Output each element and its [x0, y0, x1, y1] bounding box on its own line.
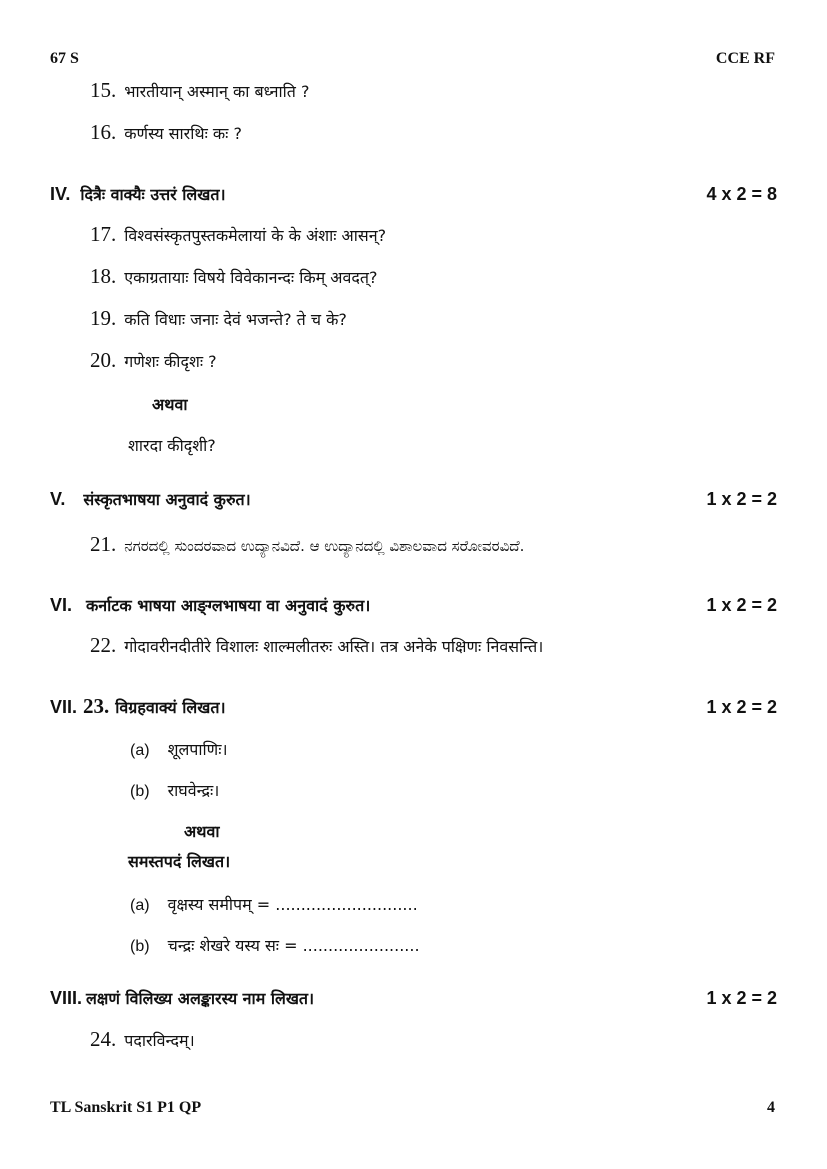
question-text: कर्णस्य सारथिः कः ?: [124, 124, 242, 143]
question-number: 15.: [90, 78, 117, 102]
question-17: [90, 222, 386, 247]
section-number: VIII.: [50, 988, 83, 1008]
question-text: गोदावरीनदीतीरे विशालः शाल्मलीतरुः अस्ति। तत्र अनेके पक्षिणः निवसन्ति।: [124, 637, 544, 656]
question-text: विश्वसंस्कृतपुस्तकमेलायां के के अंशाः आसन्?: [124, 226, 387, 245]
question-number: 22.: [90, 633, 117, 657]
section-title: संस्कृतभाषया अनुवादं कुरुत।: [83, 490, 251, 509]
section-iv-heading: [50, 183, 226, 205]
section-vii-marks: 1 x 2 = 2: [706, 697, 777, 717]
alternate-sub-question-b: [130, 934, 420, 956]
alternate-instruction: समस्तपदं लिखत।: [128, 852, 231, 871]
section-title: लक्षणं विलिख्य अलङ्कारस्य नाम लिखत।: [86, 989, 315, 1008]
paper-code: CCE RF: [715, 50, 775, 67]
question-number: 17.: [90, 222, 117, 246]
section-vii-heading: [50, 694, 226, 719]
section-viii-marks: 1 x 2 = 2: [706, 988, 777, 1008]
sub-question-b: [130, 779, 219, 801]
question-number: 21.: [90, 532, 117, 556]
section-number: VII.: [50, 697, 78, 717]
question-text: भारतीयान् अस्मान् का बध्नाति ?: [124, 82, 310, 101]
question-19: [90, 306, 347, 331]
section-v-marks: 1 x 2 = 2: [706, 489, 777, 509]
question-text: एकाग्रतायाः विषये विवेकानन्दः किम् अवदत्?: [124, 268, 378, 287]
sub-question-label: (a): [130, 742, 150, 759]
sub-question-a: [130, 738, 228, 760]
sub-question-text: चन्द्रः शेखरे यस्य सः = .......................: [167, 936, 420, 955]
section-vi-heading: [50, 594, 370, 616]
sub-question-label: (b): [130, 783, 150, 800]
page-number: 4: [767, 1099, 775, 1116]
question-text: ನಗರದಲ್ಲಿ ಸುಂದರವಾದ ಉದ್ಯಾನವಿದೆ. ಆ ಉದ್ಯಾನದಲ್ಲಿ ವಿಶಾಲವಾದ ಸರೋವರವಿದೆ.: [124, 537, 525, 555]
question-number: 16.: [90, 120, 117, 144]
sub-question-text: राघवेन्द्रः।: [167, 781, 220, 800]
question-24: [90, 1027, 195, 1052]
or-label: अथवा: [184, 822, 220, 841]
alternate-sub-question-a: [130, 893, 418, 915]
sub-question-text: वृक्षस्य समीपम् = ............................: [167, 895, 418, 914]
page-code: 67 S: [50, 50, 79, 67]
question-18: [90, 264, 378, 289]
section-number: V.: [50, 489, 66, 509]
section-number: VI.: [50, 595, 73, 615]
question-number: 18.: [90, 264, 117, 288]
question-22: [90, 633, 543, 658]
section-number: IV.: [50, 184, 71, 204]
section-v-heading: [50, 488, 251, 510]
question-text: पदारविन्दम्।: [124, 1031, 195, 1050]
section-title: विग्रहवाक्यं लिखत।: [115, 698, 226, 717]
section-title: दित्रैः वाक्यैः उत्तरं लिखत।: [80, 185, 226, 204]
section-viii-heading: [50, 987, 314, 1009]
sub-question-text: शूलपाणिः।: [167, 740, 228, 759]
footer-paper-title: TL Sanskrit S1 P1 QP: [50, 1099, 202, 1116]
question-number: 19.: [90, 306, 117, 330]
alternate-question-text: शारदा कीदृशी?: [128, 436, 216, 455]
question-text: कति विधाः जनाः देवं भजन्ते? ते च के?: [124, 310, 347, 329]
or-label: अथवा: [152, 395, 188, 414]
section-iv-marks: 4 x 2 = 8: [706, 184, 777, 204]
question-text: गणेशः कीदृशः ?: [124, 352, 217, 371]
question-21: [90, 532, 524, 557]
question-number: 20.: [90, 348, 117, 372]
question-15: [90, 78, 310, 103]
question-16: [90, 120, 242, 145]
sub-question-label: (a): [130, 897, 150, 914]
section-title: कर्नाटक भाषया आङ्ग्लभाषया वा अनुवादं कुरुत।: [86, 596, 371, 615]
question-number: 24.: [90, 1027, 117, 1051]
sub-question-label: (b): [130, 938, 150, 955]
question-number: 23.: [83, 694, 110, 718]
section-vi-marks: 1 x 2 = 2: [706, 595, 777, 615]
question-20: [90, 348, 217, 373]
